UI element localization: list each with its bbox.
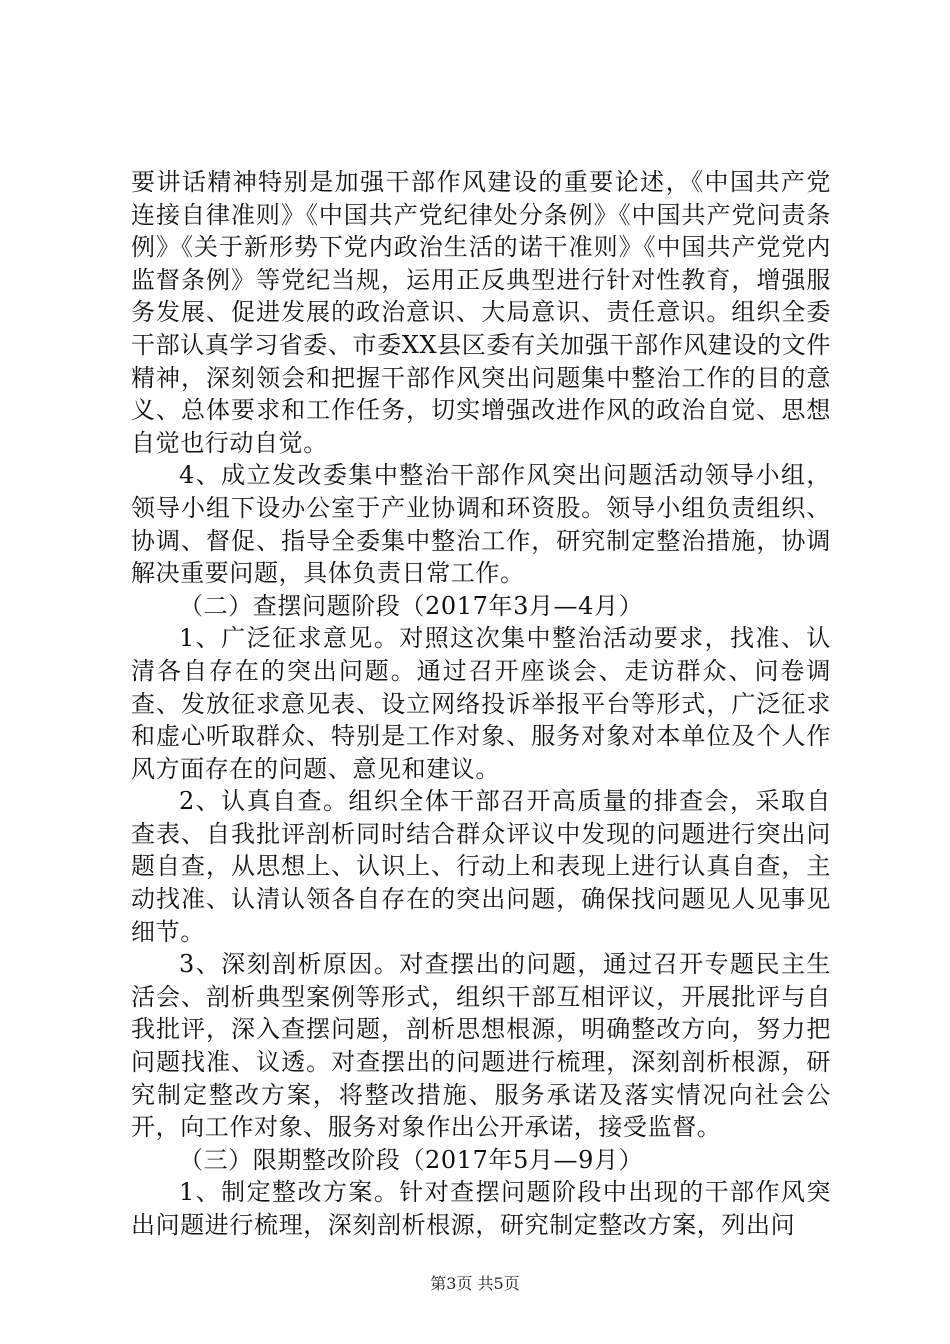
paragraph-item-4: 4、成立发改委集中整治干部作风突出问题活动领导小组，领导小组下设办公室于产业协调和环资股。领导小组负责组织、协调、督促、指导全委集中整治工作，研究制定整治措施，协调解决重要问题，具体负责日常工作。: [131, 461, 831, 588]
document-body: [131, 166, 831, 1242]
page-number: 第3页 共5页: [430, 1274, 520, 1293]
section-heading-2: （二）查摆问题阶段（2017年3月—4月）: [179, 591, 644, 620]
paragraph-item-2: 2、认真自查。组织全体干部召开高质量的排查会，采取自查表、自我批评剖析同时结合群众评议中发现的问题进行突出问题自查，从思想上、认识上、行动上和表现上进行认真自查，主动找准、认清认领各自存在的突出问题，确保找问题见人见事见细节。: [131, 787, 831, 946]
paragraph-item-3: 3、深刻剖析原因。对查摆出的问题，通过召开专题民主生活会、剖析典型案例等形式，组织干部互相评议，开展批评与自我批评，深入查摆问题，剖析思想根源，明确整改方向，努力把问题找准、议透。对查摆出的问题进行梳理，深刻剖析根源，研究制定整改方案，将整改措施、服务承诺及落实情况向社会公开，向工作对象、服务对象作出公开承诺，接受监督。: [131, 950, 831, 1142]
section-heading-3: （三）限期整改阶段（2017年5月—9月）: [179, 1145, 644, 1174]
paragraph-item-1: 1、广泛征求意见。对照这次集中整治活动要求，找准、认清各自存在的突出问题。通过召开座谈会、走访群众、问卷调查、发放征求意见表、设立网络投诉举报平台等形式，广泛征求和虚心听取群众、特别是工作对象、服务对象对本单位及个人作风方面存在的问题、意见和建议。: [131, 624, 831, 783]
paragraph-continuation: 要讲话精神特别是加强干部作风建设的重要论述，《中国共产党连接自律准则》《中国共产党纪律处分条例》《中国共产党问责条例》《关于新形势下党内政治生活的诺干准则》《中国共产党党内监督条例》等党纪当规，运用正反典型进行针对性教育，增强服务发展、促进发展的政治意识、大局意识、责任意识。组织全委干部认真学习省委、市委XX县区委有关加强干部作风建设的文件精神，深刻领会和把握干部作风突出问题集中整治工作的目的意义、总体要求和工作任务，切实增强改进作风的政治自觉、思想自觉也行动自觉。: [131, 168, 831, 457]
paragraph-item-1-rectify: 1、制定整改方案。针对查摆问题阶段中出现的干部作风突出问题进行梳理，深刻剖析根源，研究制定整改方案，列出问: [131, 1178, 831, 1239]
